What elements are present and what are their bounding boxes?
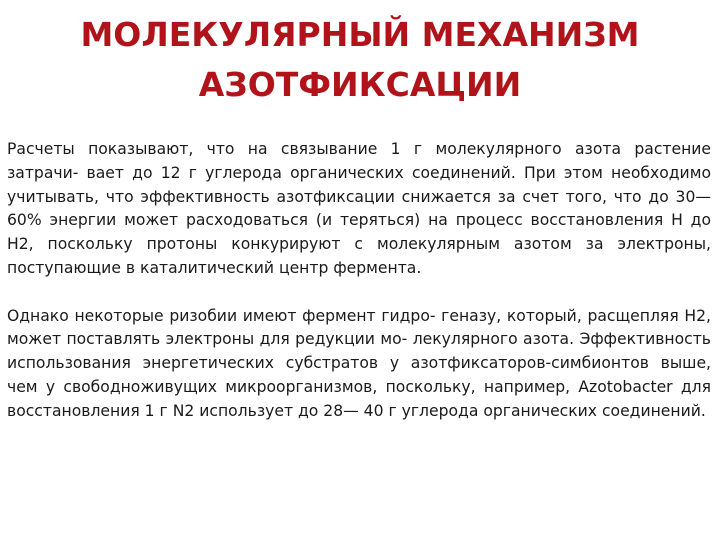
slide-body bbox=[7, 138, 711, 424]
body-paragraph-2: Однако некоторые ризобии имеют фермент гидро- геназу, который, расщепляя H2, может поставлять электроны для редукции мо- лекулярного азота. Эффективность использования энергетических субстратов у азотфиксаторов-симбионтов выше, чем у свободноживущих микроорганизмов, поскольку, например, Azotobacter для восстановления 1 г N2 использует до 28— 40 г углерода органических соединений. bbox=[7, 306, 711, 420]
slide-title: МОЛЕКУЛЯРНЫЙ МЕХАНИЗМ АЗОТФИКСАЦИИ bbox=[80, 15, 640, 104]
body-paragraph-1: Расчеты показывают, что на связывание 1 г молекулярного азота растение затрачи- вает до 12 г углерода органических соединений. При этом необходимо учитывать, что эффективность азотфиксации снижается за счет того, что до 30—60% энергии может расходоваться (и теряться) на процесс восстановления H до H2, поскольку протоны конкурируют с молекулярным азотом за электроны, поступающие в каталитический центр фермента. bbox=[7, 140, 711, 277]
